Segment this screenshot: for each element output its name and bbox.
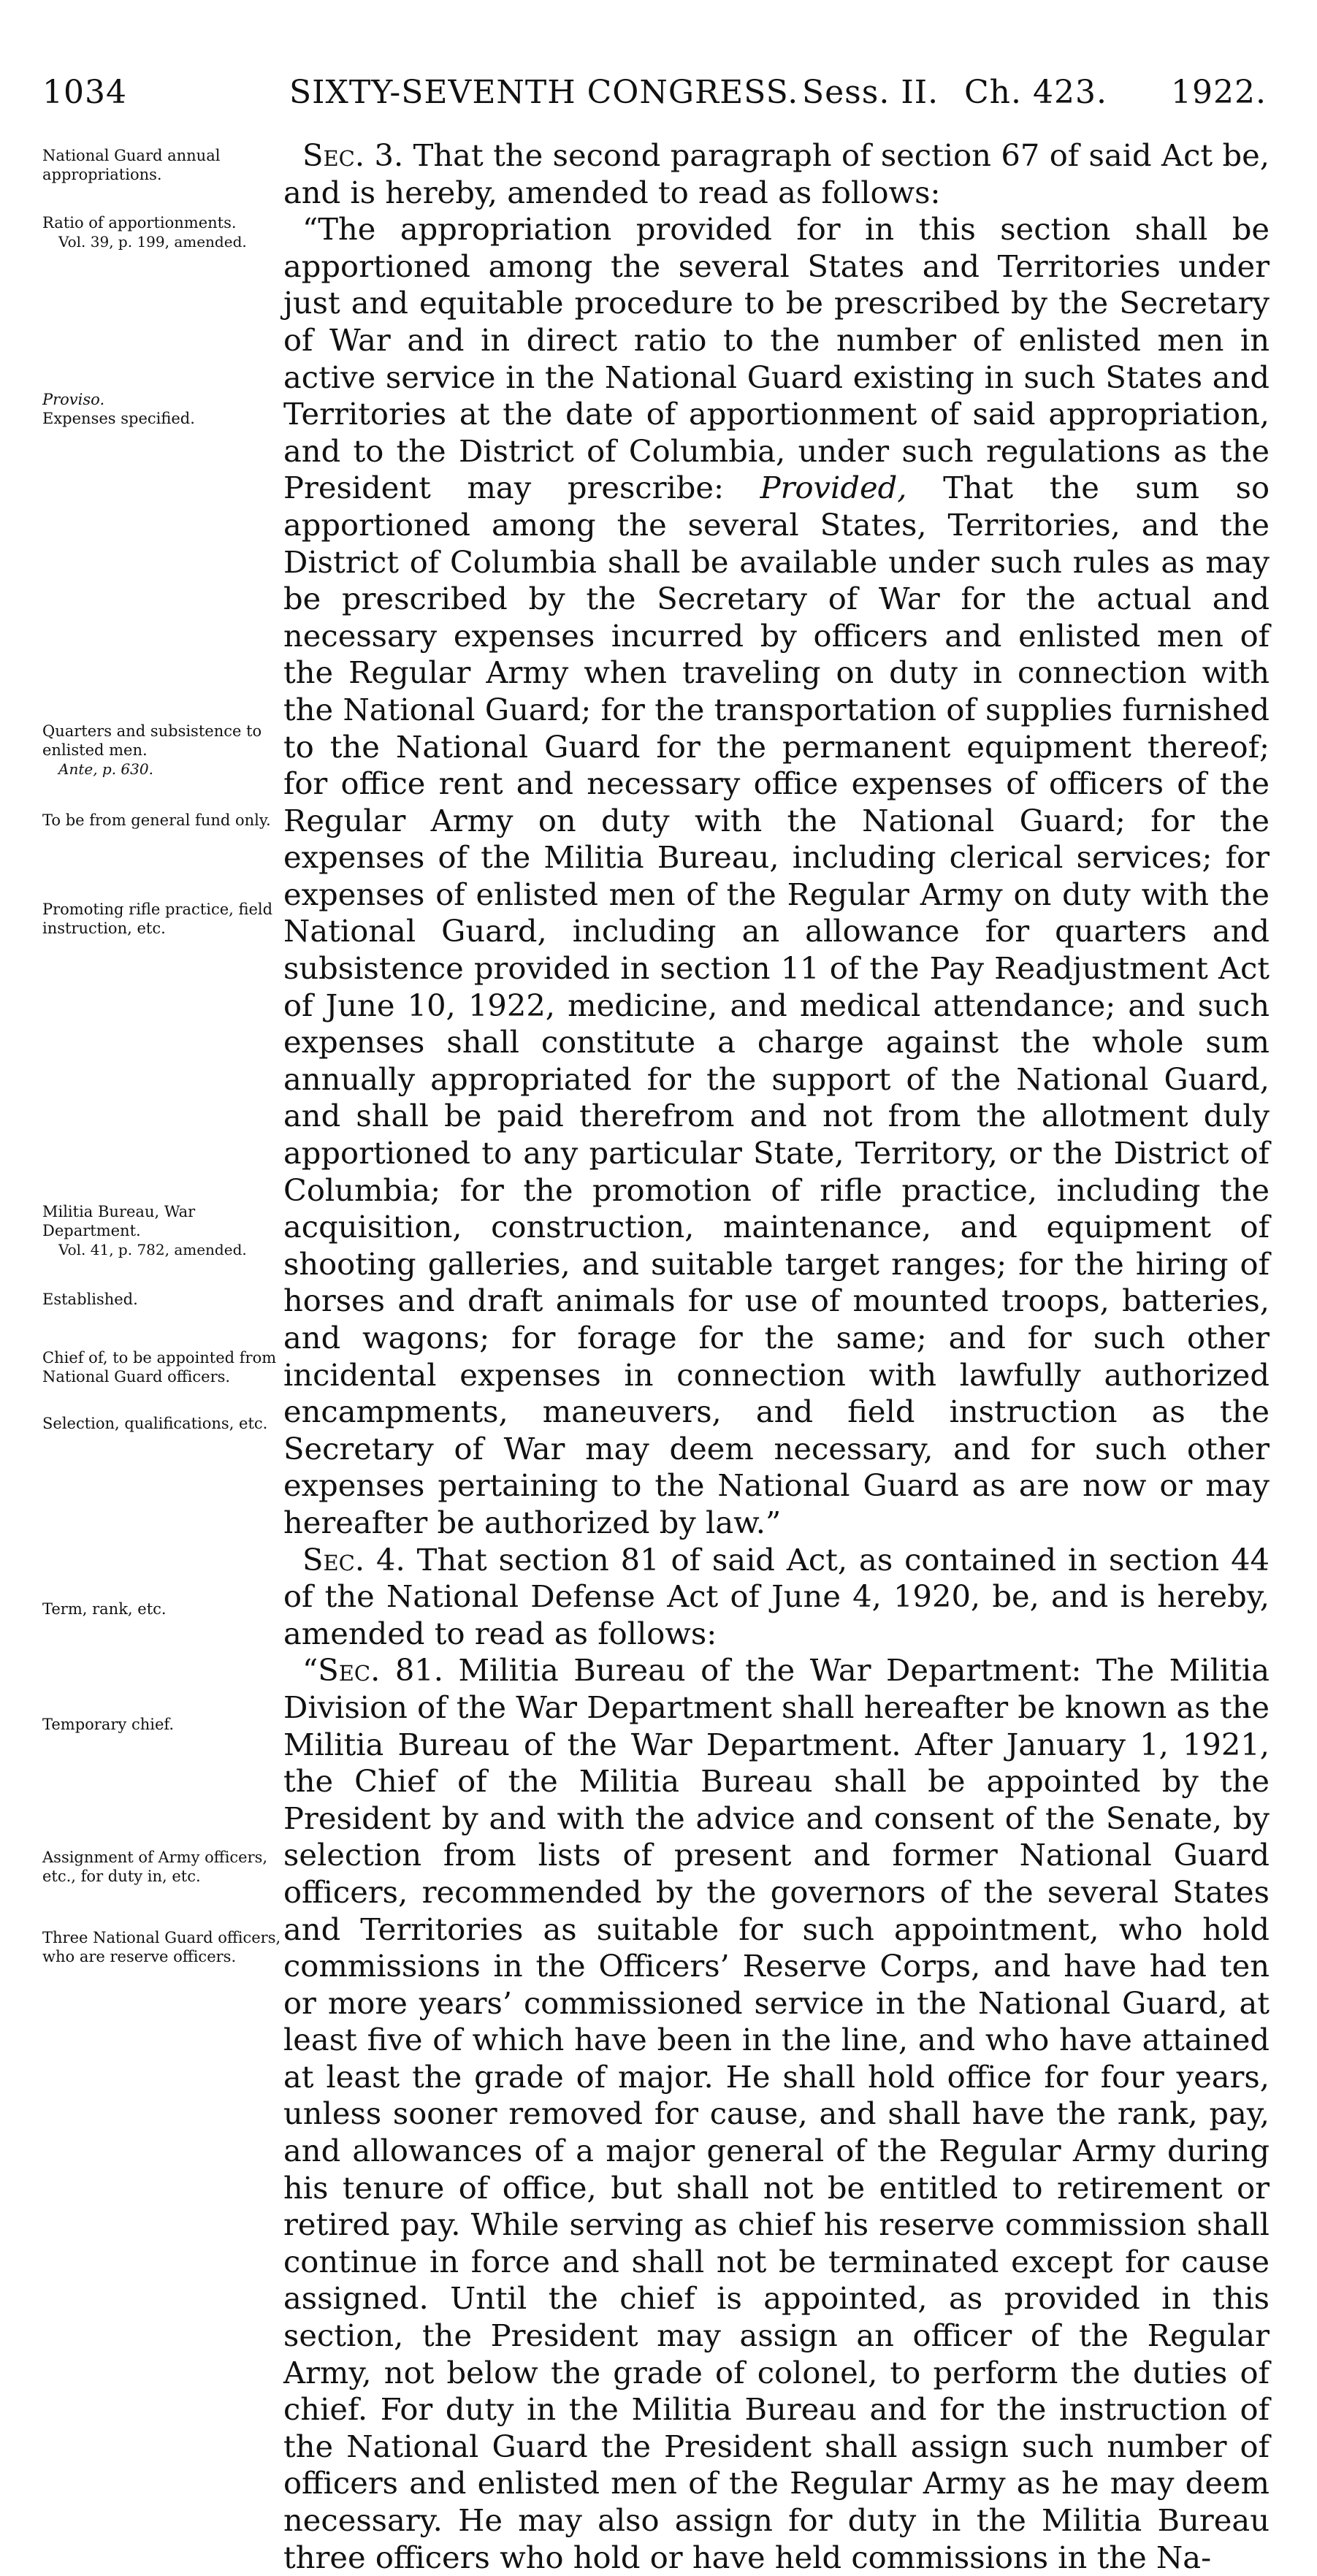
section-81-paragraph [283, 1652, 1270, 2576]
section-4-label: Sec. 4. [302, 1541, 405, 1578]
section-3-text: That the second paragraph of section 67 of said Act be, and is hereby, amended to read as follows: [283, 137, 1270, 210]
provided-label: Provided, [760, 470, 907, 506]
note-quarters-label: Quarters and subsistence to enlisted men. [42, 722, 262, 759]
note-temporary-chief: Temporary chief. [42, 1716, 175, 1733]
body-text [283, 137, 1270, 2576]
chapter-label: Ch. 423. [964, 74, 1107, 111]
note-assignment-officers: Assignment of Army officers, etc., for duty in, etc. [42, 1849, 268, 1885]
note-quarters-ref: Ante, p. 630. [58, 760, 153, 778]
note-militia-bureau [42, 1202, 291, 1259]
note-expenses-specified: Expenses specified. [42, 410, 195, 427]
note-proviso-label: Proviso. [42, 391, 105, 408]
note-proviso [42, 390, 291, 428]
note-ratio-label: Ratio of apportionments. [42, 214, 237, 232]
note-three-officers: Three National Guard officers, who are reserve officers. [42, 1929, 281, 1965]
note-general-fund: To be from general fund only. [42, 811, 271, 829]
note-term-rank: Term, rank, etc. [42, 1600, 167, 1618]
section-81-label: “Sec. 81. [302, 1652, 443, 1689]
section-3-paragraph [283, 137, 1270, 211]
appropriation-text: “The appropriation provided for in this section shall be apportioned among the several States and Territories under just and equitable procedure to be prescribed by the Secretary of War and in direct ratio to the number of enlisted men in active service in the National Guard existing in such States and Territories at the date of apportionment of said appropriation, and to the District of Columbia, under such regulations as the President may prescribe: [283, 211, 1270, 506]
note-ratio-ref: Vol. 39, p. 199, amended. [58, 233, 247, 251]
page-number: 1034 [42, 74, 127, 111]
note-rifle-practice: Promoting rifle practice, field instruction, etc. [42, 901, 273, 937]
note-ratio-of-apportionments [42, 213, 291, 251]
note-established: Established. [42, 1291, 138, 1308]
section-3-label: Sec. 3. [302, 137, 404, 173]
note-national-guard-appropriations: National Guard annual appropriations. [42, 147, 221, 183]
page-header [42, 67, 1277, 118]
proviso-text: That the sum so apportioned among the several States, Territories, and the District of Columbia shall be available under such rules as may be prescribed by the Secretary of War for the actual and necessary expenses incurred by officers and enlisted men of the Regular Army when traveling on duty in connection with the National Guard; for the transportation of supplies furnished to the National Guard for the permanent equipment thereof; for office rent and necessary office expenses of officers of the Regular Army on duty with the National Guard; for the expenses of the Militia Bureau, including clerical services; for expenses of enlisted men of the Regular Army on duty with the National Guard, including an allowance for quarters and subsistence provided in section 11 of the Pay Readjustment Act of June 10, 1922, medicine, and medical attendance; and such expenses shall constitute a charge against the whole sum annually appropriated for the support of the National Guard, and shall be paid therefrom and not from the allotment duly apportioned to any particular State, Territory, or the District of Columbia; for the promotion of rifle practice, including the acquisition, construction, maintenance, and equipment of shooting galleries, and suitable target ranges; for the hiring of horses and draft animals for use of mounted troops, batteries, and wagons; for forage for the same; and for such other incidental expenses in connection with lawfully authorized encampments, maneuvers, and field instruction as the Secretary of War may deem necessary, and for such other expenses pertaining to the National Guard as are now or may hereafter be authorized by law.” [283, 470, 1270, 1540]
note-quarters-subsistence [42, 722, 291, 779]
section-4-text: That section 81 of said Act, as contained in section 44 of the National Defense Act of June 4, 1920, be, and is hereby, amended to read as follows: [283, 1541, 1270, 1651]
congress-title: SIXTY-SEVENTH CONGRESS. [289, 74, 799, 111]
section-81-text: Militia Bureau of the War Department: The Militia Division of the War Department shall hereafter be known as the Militia Bureau of the War Department. After January 1, 1921, the Chief of the Militia Bureau shall be appointed by the President by and with the advice and consent of the Senate, by selection from lists of present and former National Guard officers, recommended by the governors of the several States and Territories as suitable for such appointment, who hold commissions in the Officers’ Reserve Corps, and have had ten or more years’ commissioned service in the National Guard, at least five of which have been in the line, and who have attained at least the grade of major. He shall hold office for four years, unless sooner removed for cause, and shall have the rank, pay, and allowances of a major general of the Regular Army during his tenure of office, but shall not be entitled to retirement or retired pay. While serving as chief his reserve commission shall continue in force and shall not be terminated except for cause assigned. Until the chief is appointed, as provided in this section, the President may assign an officer of the Regular Army, not below the grade of colonel, to perform the duties of chief. For duty in the Militia Bureau and for the instruction of the National Guard the President shall assign such number of officers and enlisted men of the Regular Army as he may deem necessary. He may also assign for duty in the Militia Bureau three officers who hold or have held commissions in the Na- [283, 1652, 1270, 2575]
section-4-paragraph [283, 1542, 1270, 1653]
year-label: 1922. [1171, 74, 1267, 111]
note-militia-label: Militia Bureau, War Department. [42, 1203, 196, 1239]
session-label: Sess. II. [802, 74, 939, 111]
note-selection: Selection, qualifications, etc. [42, 1415, 268, 1432]
note-militia-ref: Vol. 41, p. 782, amended. [58, 1241, 247, 1258]
note-chief-appointed: Chief of, to be appointed from National Guard officers. [42, 1349, 277, 1386]
appropriation-paragraph [283, 211, 1270, 1541]
